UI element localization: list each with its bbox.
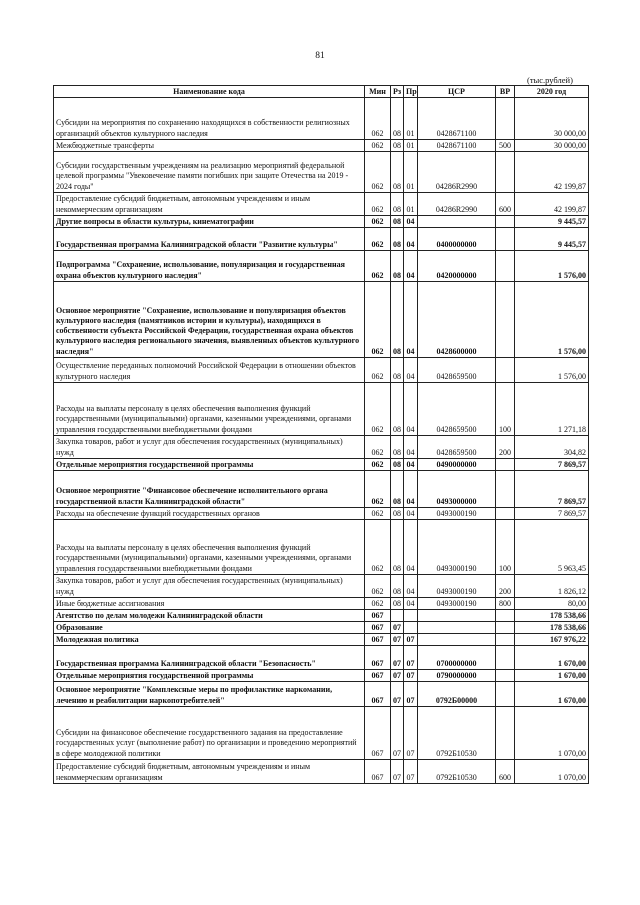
cell-rz: 08 — [391, 140, 404, 152]
cell-name: Межбюджетные трансферты — [54, 140, 365, 152]
cell-vr — [496, 282, 515, 358]
table-row — [54, 508, 589, 520]
cell-rz: 07 — [391, 622, 404, 634]
cell-mn: 062 — [365, 459, 391, 471]
cell-mn: 067 — [365, 634, 391, 646]
cell-sum: 1 670,00 — [515, 682, 589, 707]
cell-csr: 0428659500 — [418, 358, 496, 383]
cell-rz: 07 — [391, 670, 404, 682]
cell-csr: 0428659500 — [418, 436, 496, 459]
cell-rz: 08 — [391, 282, 404, 358]
cell-rz: 07 — [391, 760, 404, 784]
cell-csr: 04286R2990 — [418, 152, 496, 193]
cell-rz: 08 — [391, 193, 404, 216]
cell-mn: 062 — [365, 282, 391, 358]
cell-rz: 08 — [391, 358, 404, 383]
cell-rz: 08 — [391, 459, 404, 471]
cell-name: Предоставление субсидий бюджетным, автономным учреждениям и иным некоммерческим организациям — [54, 760, 365, 784]
cell-rz: 08 — [391, 508, 404, 520]
table-row — [54, 598, 589, 610]
cell-csr: 0792Б00000 — [418, 682, 496, 707]
cell-mn: 067 — [365, 760, 391, 784]
cell-name: Отдельные мероприятия государственной программы — [54, 459, 365, 471]
cell-csr: 04286R2990 — [418, 193, 496, 216]
cell-pr: 04 — [404, 216, 418, 228]
cell-vr — [496, 228, 515, 251]
cell-name: Закупка товаров, работ и услуг для обеспечения государственных (муниципальных) нужд — [54, 436, 365, 459]
cell-mn: 062 — [365, 98, 391, 140]
cell-sum: 1 271,18 — [515, 383, 589, 436]
cell-csr: 0493000190 — [418, 520, 496, 575]
table-body — [54, 98, 589, 784]
cell-rz: 08 — [391, 383, 404, 436]
cell-sum: 1 576,00 — [515, 282, 589, 358]
cell-mn: 062 — [365, 598, 391, 610]
cell-sum: 1 576,00 — [515, 358, 589, 383]
cell-name: Отдельные мероприятия государственной программы — [54, 670, 365, 682]
cell-pr: 04 — [404, 508, 418, 520]
cell-csr: 0428659500 — [418, 383, 496, 436]
cell-rz: 08 — [391, 520, 404, 575]
table-row — [54, 622, 589, 634]
cell-rz: 07 — [391, 707, 404, 760]
cell-vr — [496, 508, 515, 520]
cell-mn: 062 — [365, 358, 391, 383]
cell-mn: 062 — [365, 251, 391, 282]
table-row — [54, 459, 589, 471]
table-row — [54, 251, 589, 282]
cell-vr — [496, 622, 515, 634]
cell-pr: 04 — [404, 228, 418, 251]
cell-vr — [496, 459, 515, 471]
cell-mn: 062 — [365, 152, 391, 193]
cell-pr: 01 — [404, 98, 418, 140]
table-row — [54, 228, 589, 251]
cell-rz: 08 — [391, 152, 404, 193]
cell-pr: 07 — [404, 707, 418, 760]
cell-vr — [496, 358, 515, 383]
cell-mn: 067 — [365, 707, 391, 760]
cell-vr — [496, 707, 515, 760]
cell-rz: 08 — [391, 471, 404, 508]
cell-pr: 04 — [404, 520, 418, 575]
cell-mn: 067 — [365, 622, 391, 634]
table-row — [54, 152, 589, 193]
cell-rz: 08 — [391, 216, 404, 228]
cell-sum: 7 869,57 — [515, 471, 589, 508]
cell-mn: 062 — [365, 140, 391, 152]
cell-pr — [404, 622, 418, 634]
cell-rz: 07 — [391, 634, 404, 646]
table-row — [54, 670, 589, 682]
cell-mn: 062 — [365, 193, 391, 216]
cell-sum: 1 070,00 — [515, 707, 589, 760]
table-row — [54, 383, 589, 436]
cell-mn: 062 — [365, 216, 391, 228]
cell-name: Образование — [54, 622, 365, 634]
cell-mn: 062 — [365, 228, 391, 251]
cell-pr: 07 — [404, 682, 418, 707]
cell-csr: 0400000000 — [418, 228, 496, 251]
cell-name: Основное мероприятие "Комплексные меры по профилактике наркомании, лечению и реабилитации наркопотребителей" — [54, 682, 365, 707]
cell-sum: 9 445,57 — [515, 216, 589, 228]
cell-sum: 80,00 — [515, 598, 589, 610]
cell-pr: 04 — [404, 358, 418, 383]
cell-pr: 07 — [404, 634, 418, 646]
cell-vr: 500 — [496, 140, 515, 152]
cell-vr: 800 — [496, 598, 515, 610]
budget-table — [53, 85, 589, 784]
cell-vr — [496, 610, 515, 622]
header-csr: ЦСР — [418, 86, 496, 98]
header-name: Наименование кода — [54, 86, 365, 98]
cell-name: Субсидии на мероприятия по сохранению находящихся в собственности религиозных организаций объектов культурного наследия — [54, 98, 365, 140]
cell-vr: 600 — [496, 193, 515, 216]
table-row — [54, 610, 589, 622]
cell-csr — [418, 610, 496, 622]
cell-name: Молодежная политика — [54, 634, 365, 646]
table-row — [54, 520, 589, 575]
cell-name: Государственная программа Калининградской области "Развитие культуры" — [54, 228, 365, 251]
cell-rz: 07 — [391, 682, 404, 707]
cell-vr — [496, 152, 515, 193]
cell-name: Расходы на обеспечение функций государственных органов — [54, 508, 365, 520]
cell-vr — [496, 251, 515, 282]
header-vr: ВР — [496, 86, 515, 98]
cell-mn: 067 — [365, 682, 391, 707]
cell-csr — [418, 622, 496, 634]
cell-name: Субсидии государственным учреждениям на реализацию мероприятий федеральной целевой программы "Увековечение памяти погибших при защите Отечества на 2019 - 2024 годы" — [54, 152, 365, 193]
cell-name: Предоставление субсидий бюджетным, автономным учреждениям и иным некоммерческим организациям — [54, 193, 365, 216]
cell-sum: 42 199,87 — [515, 152, 589, 193]
cell-pr: 07 — [404, 760, 418, 784]
units-label: (тыс.рублей) — [527, 75, 573, 85]
cell-pr: 04 — [404, 459, 418, 471]
cell-csr: 0428600000 — [418, 282, 496, 358]
cell-pr: 04 — [404, 282, 418, 358]
cell-mn: 062 — [365, 436, 391, 459]
cell-pr: 04 — [404, 383, 418, 436]
cell-sum: 5 963,45 — [515, 520, 589, 575]
cell-pr: 04 — [404, 471, 418, 508]
cell-sum: 178 538,66 — [515, 610, 589, 622]
cell-vr — [496, 646, 515, 670]
cell-name: Основное мероприятие "Сохранение, использование и популяризация объектов культурного наследия (памятников истории и культуры), находящихся в собственности субъекта Российской Федерации, государственная охрана объектов культурного наследия регионального значения, выявленных объектов культурного наследия" — [54, 282, 365, 358]
header-sum: 2020 год — [515, 86, 589, 98]
cell-mn: 067 — [365, 646, 391, 670]
cell-sum: 7 869,57 — [515, 459, 589, 471]
cell-sum: 167 976,22 — [515, 634, 589, 646]
cell-vr — [496, 98, 515, 140]
table-row — [54, 634, 589, 646]
table-row — [54, 358, 589, 383]
cell-vr — [496, 471, 515, 508]
cell-csr: 0490000000 — [418, 459, 496, 471]
cell-name: Основное мероприятие "Финансовое обеспечение исполнительного органа государственной власти Калининградской области" — [54, 471, 365, 508]
cell-vr — [496, 216, 515, 228]
cell-vr — [496, 670, 515, 682]
cell-vr: 200 — [496, 575, 515, 598]
cell-rz: 08 — [391, 98, 404, 140]
cell-name: Осуществление переданных полномочий Российской Федерации в отношении объектов культурного наследия — [54, 358, 365, 383]
header-rz: Рз — [391, 86, 404, 98]
header-mn: Мин — [365, 86, 391, 98]
table-row — [54, 98, 589, 140]
cell-vr — [496, 682, 515, 707]
cell-mn: 062 — [365, 471, 391, 508]
cell-pr: 04 — [404, 251, 418, 282]
cell-sum: 30 000,00 — [515, 140, 589, 152]
cell-sum: 30 000,00 — [515, 98, 589, 140]
table-row — [54, 575, 589, 598]
cell-vr: 600 — [496, 760, 515, 784]
cell-vr: 100 — [496, 520, 515, 575]
cell-vr: 200 — [496, 436, 515, 459]
table-row — [54, 646, 589, 670]
table-header-row — [54, 86, 589, 98]
cell-rz: 08 — [391, 598, 404, 610]
table-row — [54, 471, 589, 508]
cell-vr: 100 — [496, 383, 515, 436]
table-row — [54, 282, 589, 358]
cell-sum: 304,82 — [515, 436, 589, 459]
cell-sum: 178 538,66 — [515, 622, 589, 634]
cell-pr: 04 — [404, 436, 418, 459]
cell-name: Другие вопросы в области культуры, кинематографии — [54, 216, 365, 228]
cell-csr: 0428671100 — [418, 98, 496, 140]
cell-rz — [391, 610, 404, 622]
table-row — [54, 436, 589, 459]
cell-pr: 01 — [404, 152, 418, 193]
cell-name: Государственная программа Калининградской области "Безопасность" — [54, 646, 365, 670]
cell-mn: 067 — [365, 670, 391, 682]
cell-name: Иные бюджетные ассигнования — [54, 598, 365, 610]
cell-sum: 1 070,00 — [515, 760, 589, 784]
cell-rz: 08 — [391, 436, 404, 459]
cell-rz: 08 — [391, 228, 404, 251]
table-row — [54, 140, 589, 152]
cell-sum: 1 670,00 — [515, 646, 589, 670]
cell-csr: 0428671100 — [418, 140, 496, 152]
cell-pr: 07 — [404, 670, 418, 682]
cell-name: Закупка товаров, работ и услуг для обеспечения государственных (муниципальных) нужд — [54, 575, 365, 598]
cell-vr — [496, 634, 515, 646]
cell-csr: 0700000000 — [418, 646, 496, 670]
cell-mn: 062 — [365, 508, 391, 520]
cell-csr — [418, 216, 496, 228]
table-row — [54, 216, 589, 228]
cell-csr: 0420000000 — [418, 251, 496, 282]
cell-csr: 0790000000 — [418, 670, 496, 682]
cell-rz: 08 — [391, 251, 404, 282]
cell-sum: 1 826,12 — [515, 575, 589, 598]
table-row — [54, 760, 589, 784]
cell-name: Агентство по делам молодежи Калининградской области — [54, 610, 365, 622]
table-row — [54, 682, 589, 707]
cell-csr: 0792Б10530 — [418, 707, 496, 760]
cell-mn: 062 — [365, 575, 391, 598]
page-number: 81 — [315, 51, 325, 61]
cell-pr — [404, 610, 418, 622]
cell-mn: 062 — [365, 383, 391, 436]
cell-name: Субсидии на финансовое обеспечение государственного задания на предоставление государственных услуг (выполнение работ) по организации и проведению мероприятий в сфере молодежной политики — [54, 707, 365, 760]
cell-name: Расходы на выплаты персоналу в целях обеспечения выполнения функций государственными (муниципальными) органами, казенными учреждениями, органами управления государственными внебюджетными фондами — [54, 520, 365, 575]
cell-pr: 04 — [404, 598, 418, 610]
cell-mn: 062 — [365, 520, 391, 575]
cell-mn: 067 — [365, 610, 391, 622]
cell-csr: 0493000190 — [418, 575, 496, 598]
cell-name: Расходы на выплаты персоналу в целях обеспечения выполнения функций государственными (муниципальными) органами, казенными учреждениями, органами управления государственными внебюджетными фондами — [54, 383, 365, 436]
header-pr: Пр — [404, 86, 418, 98]
cell-pr: 07 — [404, 646, 418, 670]
cell-pr: 01 — [404, 140, 418, 152]
cell-pr: 01 — [404, 193, 418, 216]
cell-rz: 07 — [391, 646, 404, 670]
table-row — [54, 707, 589, 760]
cell-sum: 9 445,57 — [515, 228, 589, 251]
cell-csr: 0493000190 — [418, 598, 496, 610]
cell-sum: 42 199,87 — [515, 193, 589, 216]
cell-csr: 0493000000 — [418, 471, 496, 508]
cell-csr — [418, 634, 496, 646]
cell-csr: 0493000190 — [418, 508, 496, 520]
cell-csr: 0792Б10530 — [418, 760, 496, 784]
cell-sum: 1 670,00 — [515, 670, 589, 682]
cell-rz: 08 — [391, 575, 404, 598]
cell-sum: 7 869,57 — [515, 508, 589, 520]
cell-pr: 04 — [404, 575, 418, 598]
cell-name: Подпрограмма "Сохранение, использование, популяризация и государственная охрана объектов культурного наследия" — [54, 251, 365, 282]
cell-sum: 1 576,00 — [515, 251, 589, 282]
table-row — [54, 193, 589, 216]
